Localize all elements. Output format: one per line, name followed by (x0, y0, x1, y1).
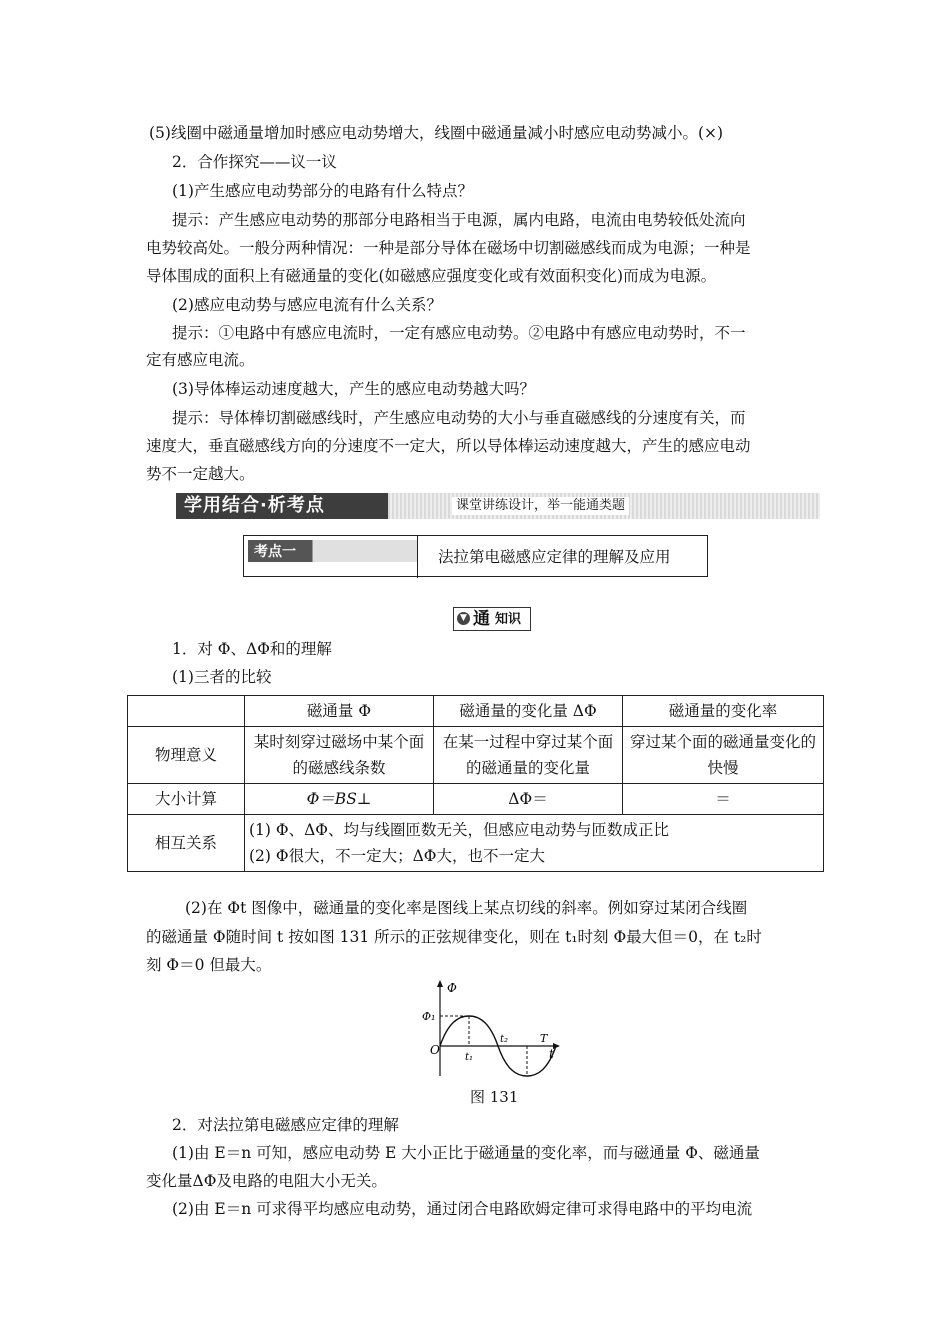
text-line: 变化量ΔΦ及电路的电阻大小无关。 (146, 1172, 387, 1190)
table-cell: 磁通量的变化率 (623, 696, 824, 727)
text-line: 电势较高处。一般分两种情况：一种是部分导体在磁场中切割磁感线而成为电源；一种是 (146, 239, 751, 257)
period-label: T (540, 1032, 548, 1045)
text-line: 提示：产生感应电动势的那部分电路相当于电源，属内电路，电流由电势较低处流向 (172, 211, 746, 229)
section-banner (176, 493, 820, 521)
text-line: (2)感应电动势与感应电流有什么关系？ (172, 296, 442, 314)
text-line: (2)由 E＝n 可求得平均感应电动势，通过闭合电路欧姆定律可求得电路中的平均电流 (172, 1200, 753, 1218)
text-line: (1)产生感应电动势部分的电路有什么特点？ (172, 182, 473, 200)
table-cell: 物理意义 (128, 727, 245, 784)
section-heading: 2．对法拉第电磁感应定律的理解 (172, 1116, 399, 1134)
kaodian-tag-label: 考点一 (254, 544, 296, 560)
kaodian-tag (248, 540, 418, 562)
comparison-table (127, 695, 824, 872)
text-line: 速度大，垂直磁感线方向的分速度不一定大，所以导体棒运动速度越大，产生的感应电动 (146, 437, 751, 455)
sine-figure (420, 978, 570, 1082)
table-cell: 在某一过程中穿过某个面的磁通量的变化量 (434, 727, 623, 784)
table-cell: 大小计算 (128, 784, 245, 815)
text-line: 的磁通量 Φ随时间 t 按如图 131 所示的正弦规律变化，则在 t₁时刻 Φ最大但＝0，在 t₂时 (146, 928, 762, 946)
table-cell (245, 815, 824, 872)
tongzhishi-badge (453, 607, 531, 631)
table-cell: ＝ (623, 784, 824, 815)
relation-line: (2) Φ很大，不一定大；ΔΦ大，也不一定大 (249, 847, 545, 865)
text-line: 提示：①电路中有感应电流时，一定有感应电动势。②电路中有感应电动势时，不一 (172, 324, 746, 342)
kaodian-header (243, 535, 708, 577)
table-cell: 穿过某个面的磁通量变化的快慢 (623, 727, 824, 784)
tong-label: 通 (473, 609, 490, 629)
x-axis-label: t (549, 1047, 554, 1061)
text-line: 2．合作探究——议一议 (172, 153, 337, 171)
divider (417, 536, 418, 578)
y-axis-label: Φ (447, 981, 457, 995)
text-line: 导体围成的面积上有磁通量的变化(如磁感应强度变化或有效面积变化)而成为电源。 (146, 267, 717, 285)
section-subheading: (1)三者的比较 (172, 668, 272, 686)
table-row (128, 815, 824, 872)
text-line: 提示：导体棒切割磁感线时，产生感应电动势的大小与垂直磁感线的分速度有关，而 (172, 409, 746, 427)
t2-label: t₂ (500, 1034, 509, 1045)
relation-line: (1) Φ、ΔΦ、均与线圈匝数无关，但感应电动势与匝数成正比 (249, 821, 669, 839)
banner-subtitle: 课堂讲练设计，举一能通类题 (452, 497, 629, 515)
table-cell: 磁通量 Φ (245, 696, 434, 727)
table-row (128, 784, 824, 815)
table-cell: 相互关系 (128, 815, 245, 872)
banner-title: 学用结合·析考点 (176, 493, 388, 519)
table-cell: 某时刻穿过磁场中某个面的磁感线条数 (245, 727, 434, 784)
zhishi-label: 知识 (495, 612, 522, 627)
origin-label: O (430, 1043, 440, 1057)
table-cell (128, 696, 245, 727)
phi1-label: Φ₁ (422, 1010, 436, 1023)
figure-caption: 图 131 (470, 1088, 519, 1106)
kaodian-title: 法拉第电磁感应定律的理解及应用 (438, 548, 671, 566)
table-row (128, 727, 824, 784)
chevron-down-icon: ▼ (457, 612, 470, 625)
x-axis-arrow (553, 1043, 560, 1049)
table-cell: Φ＝BS⊥ (245, 784, 434, 815)
text-line: (5)线圈中磁通量增加时感应电动势增大，线圈中磁通量减小时感应电动势减小。(×) (149, 124, 724, 142)
table-header-row (128, 696, 824, 727)
text-line: (2)在 Φt 图像中，磁通量的变化率是图线上某点切线的斜率。例如穿过某闭合线圈 (185, 899, 748, 917)
t1-label: t₁ (465, 1052, 474, 1063)
y-axis-arrow (437, 980, 443, 987)
text-line: (1)由 E＝n 可知，感应电动势 E 大小正比于磁通量的变化率，而与磁通量 Φ、磁通量 (172, 1144, 760, 1162)
text-line: 刻 Φ＝0 但最大。 (146, 956, 272, 974)
table-cell: 磁通量的变化量 ΔΦ (434, 696, 623, 727)
text-line: (3)导体棒运动速度越大，产生的感应电动势越大吗？ (172, 380, 535, 398)
text-line: 定有感应电流。 (146, 351, 255, 369)
section-heading: 1．对 Φ、ΔΦ和的理解 (172, 640, 332, 658)
text-line: 势不一定越大。 (146, 465, 255, 483)
table-cell: ΔΦ＝ (434, 784, 623, 815)
